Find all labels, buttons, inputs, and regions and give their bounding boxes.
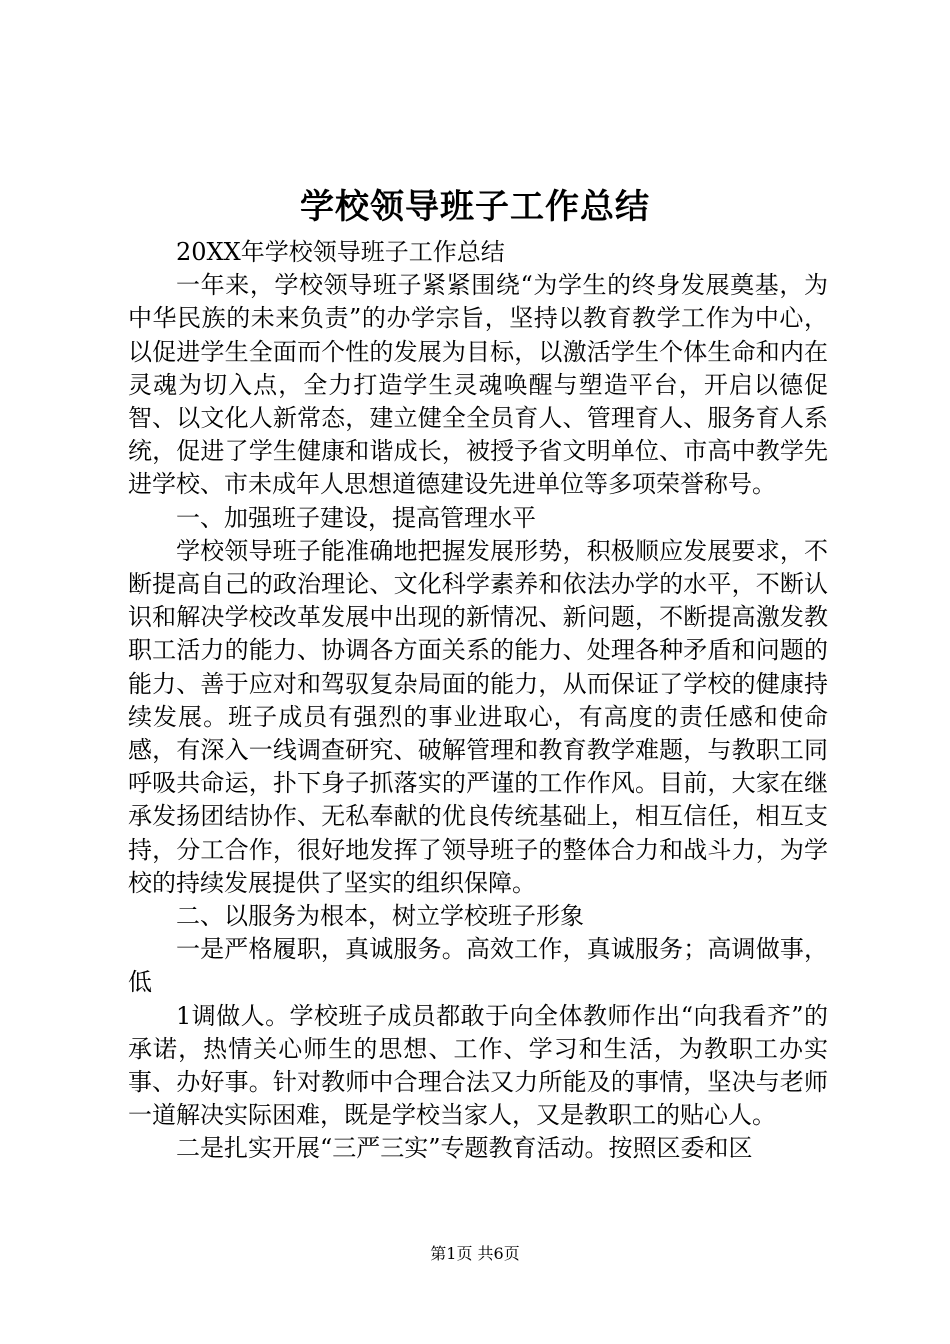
paragraph-point-2: 二是扎实开展“三严三实”专题教育活动。按照区委和区	[176, 1134, 753, 1163]
section-heading-1: 一、加强班子建设，提高管理水平	[176, 503, 536, 532]
document-body	[128, 236, 828, 1166]
section-heading-2: 二、以服务为根本，树立学校班子形象	[176, 902, 584, 931]
paragraph-point-1: 一是严格履职，真诚服务。高效工作，真诚服务；高调做事，低	[128, 935, 828, 997]
document-title: 学校领导班子工作总结	[300, 187, 650, 227]
paragraph-section-1: 学校领导班子能准确地把握发展形势，积极顺应发展要求，不断提高自己的政治理论、文化科学素养和依法办学的水平，不断认识和解决学校改革发展中出现的新情况、新问题，不断提高激发教职工活力的能力、协调各方面关系的能力、处理各种矛盾和问题的能力、善于应对和驾驭复杂局面的能力，从而保证了学校的健康持续发展。班子成员有强烈的事业进取心，有高度的责任感和使命感，有深入一线调查研究、破解管理和教育教学难题，与教职工同呼吸共命运，扑下身子抓落实的严谨的工作作风。目前，大家在继承发扬团结协作、无私奉献的优良传统基础上，相互信任，相互支持，分工合作，很好地发挥了领导班子的整体合力和战斗力，为学校的持续发展提供了坚实的组织保障。	[128, 536, 828, 897]
paragraph-intro: 一年来，学校领导班子紧紧围绕“为学生的终身发展奠基，为中华民族的未来负责”的办学宗旨，坚持以教育教学工作为中心，以促进学生全面而个性的发展为目标，以激活学生个体生命和内在灵魂为切入点，全力打造学生灵魂唤醒与塑造平台，开启以德促智、以文化人新常态，建立健全全员育人、管理育人、服务育人系统，促进了学生健康和谐成长，被授予省文明单位、市高中教学先进学校、市未成年人思想道德建设先进单位等多项荣誉称号。	[128, 271, 828, 499]
paragraph-subtitle: 20XX年学校领导班子工作总结	[176, 238, 505, 266]
paragraph-point-1-continued: 1调做人。学校班子成员都敢于向全体教师作出“向我看齐”的承诺，热情关心师生的思想、工作、学习和生活，为教职工办实事、办好事。针对教师中合理合法又力所能及的事情，坚决与老师一道解决实际困难，既是学校当家人，又是教职工的贴心人。	[128, 1001, 828, 1130]
page-footer: 第1页 共6页	[430, 1244, 520, 1263]
